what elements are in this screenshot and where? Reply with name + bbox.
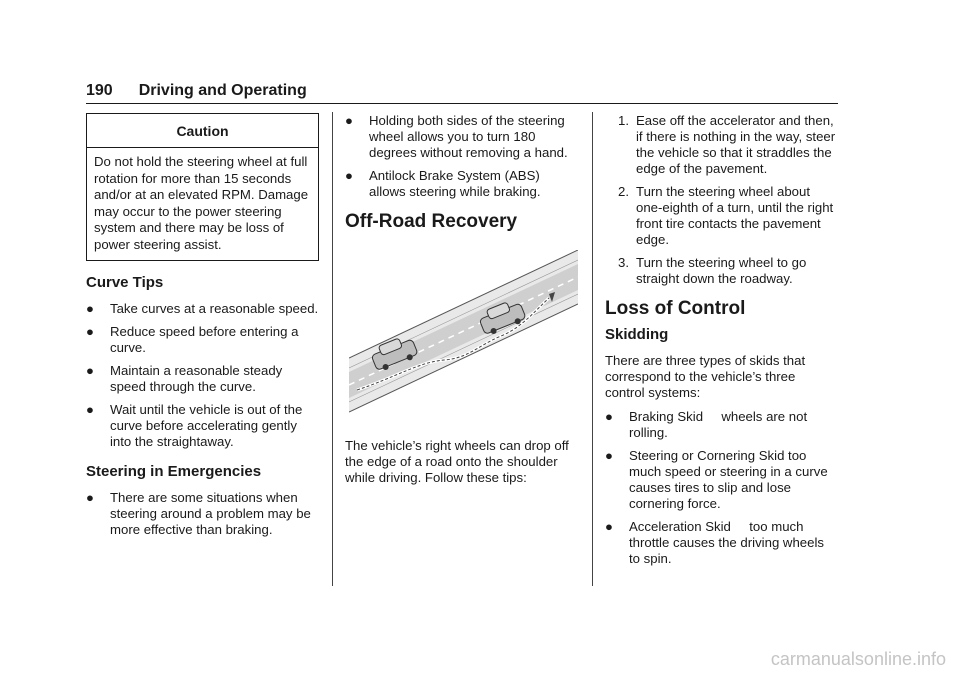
bullet-icon: ● — [86, 401, 94, 417]
steering-emergencies-list — [86, 490, 319, 538]
caution-box — [86, 113, 319, 261]
column-divider-1 — [332, 112, 333, 586]
list-item: ● Acceleration Skid too much throttle causes the driving wheels to spin. — [605, 519, 828, 566]
caution-body: Do not hold the steering wheel at full rotation for more than 15 seconds and/or at an elevated RPM. Damage may occur to the power steering system and there may be loss of power steering assist. — [94, 154, 309, 252]
skidding-intro: There are three types of skids that correspond to the vehicle’s three control systems: — [605, 353, 806, 400]
column-left — [86, 113, 319, 545]
list-item: ● Wait until the vehicle is out of the curve before accelerating gently into the straightaway. — [86, 401, 303, 449]
caution-title: Caution — [87, 114, 318, 148]
list-item: ● Antilock Brake System (ABS) allows steering while braking. — [345, 168, 541, 199]
list-item: ● Steering or Cornering Skid too much speed or steering in a curve causes tires to slip and lose cornering force. — [605, 448, 828, 511]
bullet-icon: ● — [86, 323, 94, 339]
curve-tips-heading: Curve Tips — [86, 273, 164, 291]
skidding-heading: Skidding — [605, 326, 669, 343]
steering-emergencies-heading: Steering in Emergencies — [86, 462, 262, 480]
watermark: carmanualsonline.info — [770, 649, 946, 669]
list-item: ● Holding both sides of the steering wheel allows you to turn 180 degrees without removing a hand. — [345, 113, 568, 160]
column-divider-2 — [592, 112, 593, 586]
bullet-icon: ● — [345, 168, 353, 183]
off-road-recovery-heading: Off-Road Recovery — [345, 211, 518, 232]
list-item: ● Maintain a reasonable steady speed through the curve. — [86, 362, 283, 394]
list-item: ● There are some situations when steering around a problem may be more effective than braking. — [86, 489, 311, 537]
list-item: 3. Turn the steering wheel to go straight down the roadway. — [618, 255, 807, 286]
section-title: Driving and Operating — [138, 82, 307, 99]
bullet-icon: ● — [605, 519, 613, 534]
bullet-icon: ● — [345, 113, 353, 128]
curve-tips-list — [86, 301, 319, 450]
off-road-intro: The vehicle’s right wheels can drop off the edge of a road onto the shoulder while driving. Follow these tips: — [345, 438, 569, 485]
steering-emergencies-list-cont — [345, 113, 577, 200]
bullet-icon: ● — [605, 409, 613, 424]
off-road-recovery-illustration — [349, 250, 578, 422]
bullet-icon: ● — [605, 448, 613, 463]
skid-types-list — [605, 409, 837, 567]
column-middle — [345, 113, 577, 494]
off-road-steps — [605, 113, 837, 287]
list-item: ● Braking Skid wheels are not rolling. — [605, 409, 811, 440]
list-item: 1. Ease off the accelerator and then, if there is nothing in the way, steer the vehicle so that it straddles the edge of the pavement. — [618, 113, 836, 176]
loss-of-control-heading: Loss of Control — [605, 298, 746, 319]
list-item: ● Take curves at a reasonable speed. — [86, 300, 319, 316]
page-number: 190 — [86, 82, 113, 99]
bullet-icon: ● — [86, 489, 94, 505]
list-item: ● Reduce speed before entering a curve. — [86, 323, 299, 355]
column-right — [605, 113, 837, 574]
bullet-icon: ● — [86, 300, 94, 316]
header-rule — [86, 103, 838, 104]
list-item: 2. Turn the steering wheel about one-eighth of a turn, until the right front tire contacts the pavement edge. — [618, 184, 834, 247]
page-header — [86, 82, 838, 100]
bullet-icon: ● — [86, 362, 94, 378]
